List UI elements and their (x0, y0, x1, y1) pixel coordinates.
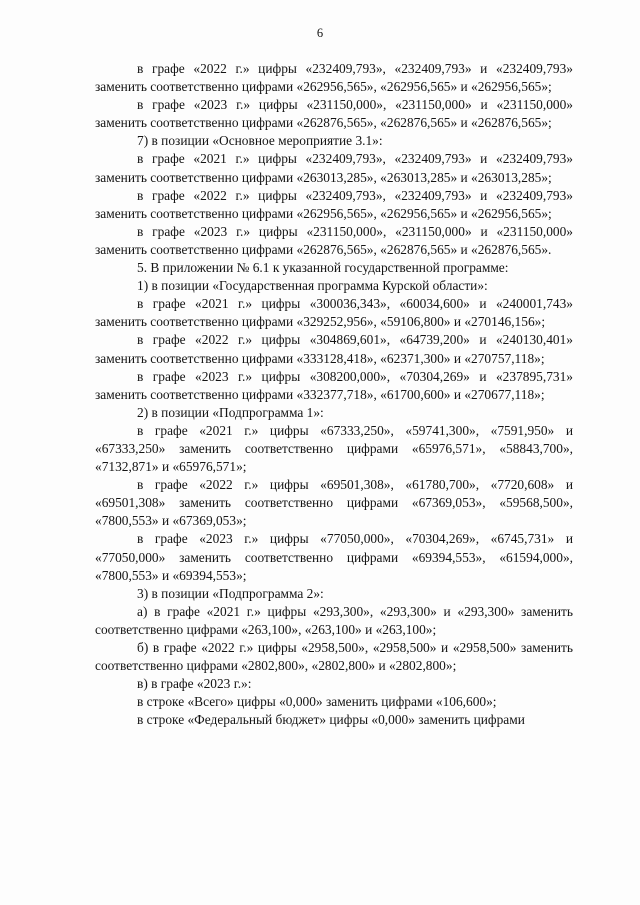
paragraph-2022-replace: в графе «2022 г.» цифры «69501,308», «61780,700», «7720,608» и «69501,308» заменить соответственно цифрами «67369,053», «59568,500», «7800,553» и «67369,053»; (95, 477, 573, 529)
paragraph-2023-replace: в графе «2023 г.» цифры «308200,000», «70304,269» и «237895,731» заменить соответственно цифрами «332377,718», «61700,600» и «270677,118»; (95, 368, 573, 402)
paragraph-2022-replace: в графе «2022 г.» цифры «304869,601», «64739,200» и «240130,401» заменить соответственно цифрами «333128,418», «62371,300» и «270757,118»; (95, 332, 573, 366)
page-number: 6 (316, 26, 324, 40)
item-7-heading: 7) в позиции «Основное мероприятие 3.1»: (137, 133, 383, 149)
paragraph-2023-replace: в графе «2023 г.» цифры «231150,000», «231150,000» и «231150,000» заменить соответственно цифрами «262876,565», «262876,565» и «262876,565». (95, 223, 573, 257)
paragraph-2023-replace: в графе «2023 г.» цифры «77050,000», «70304,269», «6745,731» и «77050,000» заменить соответственно цифрами «69394,553», «61594,000», «7800,553» и «69394,553»; (95, 531, 573, 583)
subitem-v-2023-heading: в) в графе «2023 г.»: (137, 676, 252, 692)
subitem-b-2022-replace: б) в графе «2022 г.» цифры «2958,500», «2958,500» и «2958,500» заменить соответственно цифрами «2802,800», «2802,800» и «2802,800»; (95, 640, 573, 674)
item-2-heading: 2) в позиции «Подпрограмма 1»: (137, 404, 324, 420)
paragraph-2021-replace: в графе «2021 г.» цифры «300036,343», «60034,600» и «240001,743» заменить соответственно цифрами «329252,956», «59106,800» и «270146,156»; (95, 296, 573, 330)
row-federal-budget-replace: в строке «Федеральный бюджет» цифры «0,000» заменить цифрами (137, 712, 525, 728)
item-3-heading: 3) в позиции «Подпрограмма 2»: (137, 585, 324, 601)
paragraph-2023-replace: в графе «2023 г.» цифры «231150,000», «231150,000» и «231150,000» заменить соответственно цифрами «262876,565», «262876,565» и «262876,565»; (95, 97, 573, 131)
paragraph-2021-replace: в графе «2021 г.» цифры «67333,250», «59741,300», «7591,950» и «67333,250» заменить соответственно цифрами «65976,571», «58843,700», «7132,871» и «65976,571»; (95, 422, 573, 475)
row-total-replace: в строке «Всего» цифры «0,000» заменить цифрами «106,600»; (137, 694, 497, 710)
section-5-heading: 5. В приложении № 6.1 к указанной государственной программе: (137, 260, 509, 276)
document-body (95, 60, 573, 729)
subitem-a-2021-replace: а) в графе «2021 г.» цифры «293,300», «293,300» и «293,300» заменить соответственно цифрами «263,100», «263,100» и «263,100»; (95, 603, 573, 637)
paragraph-2022-replace: в графе «2022 г.» цифры «232409,793», «232409,793» и «232409,793» заменить соответственно цифрами «262956,565», «262956,565» и «262956,565»; (95, 187, 573, 221)
paragraph-2021-replace: в графе «2021 г.» цифры «232409,793», «232409,793» и «232409,793» заменить соответственно цифрами «263013,285», «263013,285» и «263013,285»; (95, 151, 573, 185)
paragraph-2022-replace: в графе «2022 г.» цифры «232409,793», «232409,793» и «232409,793» заменить соответственно цифрами «262956,565», «262956,565» и «262956,565»; (95, 61, 573, 95)
item-1-heading: 1) в позиции «Государственная программа Курской области»: (137, 278, 488, 294)
